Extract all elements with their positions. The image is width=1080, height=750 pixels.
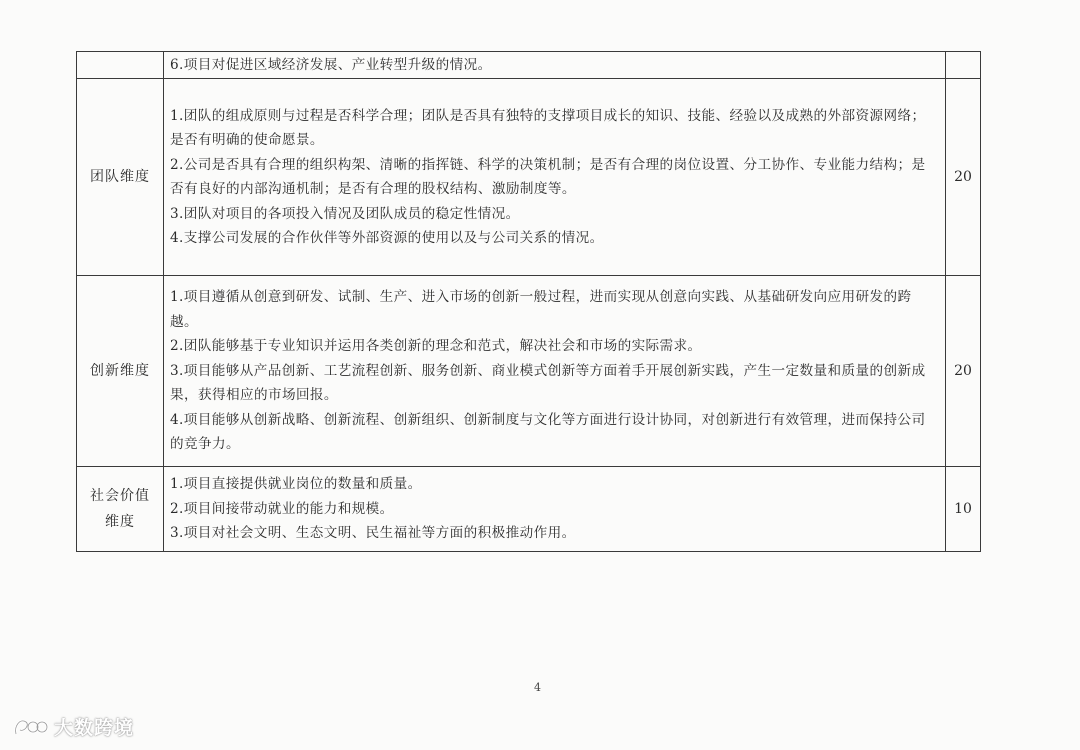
watermark [12, 713, 134, 740]
page-number: 4 [534, 681, 541, 694]
watermark-text: 大数跨境 [54, 717, 135, 739]
criteria-item: 6.项目对促进区域经济发展、产业转型升级的情况。 [170, 56, 492, 73]
criteria-item: 4.项目能够从创新战略、创新流程、创新组织、创新制度与文化等方面进行设计协同，对创新进行有效管理，进而保持公司的竞争力。 [170, 411, 926, 453]
dimension-cell: 创新维度 [77, 276, 164, 467]
criteria-item: 3.项目能够从产品创新、工艺流程创新、服务创新、商业模式创新等方面着手开展创新实践，产生一定数量和质量的创新成果，获得相应的市场回报。 [170, 362, 926, 404]
criteria-item: 2.公司是否具有合理的组织构架、清晰的指挥链、科学的决策机制；是否有合理的岗位设置、分工协作、专业能力结构；是否有良好的内部沟通机制；是否有合理的股权结构、激励制度等。 [170, 156, 926, 197]
table-row [77, 276, 981, 467]
dimension-cell: 团队维度 [77, 79, 164, 276]
criteria-cell [164, 276, 946, 467]
table-row [77, 52, 981, 79]
score-cell [946, 52, 981, 79]
table-row [77, 79, 981, 276]
criteria-item: 3.项目对社会文明、生态文明、民生福祉等方面的积极推动作用。 [170, 525, 576, 542]
score-cell: 10 [946, 467, 981, 552]
criteria-item: 3.团队对项目的各项投入情况及团队成员的稳定性情况。 [170, 205, 520, 222]
criteria-cell [164, 52, 946, 79]
criteria-item: 1.项目直接提供就业岗位的数量和质量。 [170, 476, 422, 493]
criteria-cell [164, 79, 946, 276]
criteria-item: 1.团队的组成原则与过程是否科学合理；团队是否具有独特的支撑项目成长的知识、技能、经验以及成熟的外部资源网络；是否有明确的使命愿景。 [170, 107, 926, 148]
score-cell: 20 [946, 79, 981, 276]
table-row [77, 467, 981, 552]
criteria-item: 1.项目遵循从创意到研发、试制、生产、进入市场的创新一般过程，进而实现从创意向实践、从基础研发向应用研发的跨越。 [170, 289, 912, 330]
evaluation-criteria-table [76, 51, 981, 552]
dimension-cell [77, 52, 164, 79]
dimension-line: 维度 [105, 514, 135, 530]
score-cell: 20 [946, 276, 981, 467]
criteria-item: 2.项目间接带动就业的能力和规模。 [170, 500, 394, 517]
criteria-item: 2.团队能够基于专业知识并运用各类创新的理念和范式，解决社会和市场的实际需求。 [170, 338, 702, 355]
watermark-logo-icon [12, 714, 48, 740]
dimension-cell [77, 467, 164, 552]
dimension-line: 社会价值 [90, 488, 150, 504]
criteria-item: 4.支撑公司发展的合作伙伴等外部资源的使用以及与公司关系的情况。 [170, 230, 604, 246]
criteria-cell [164, 467, 946, 552]
